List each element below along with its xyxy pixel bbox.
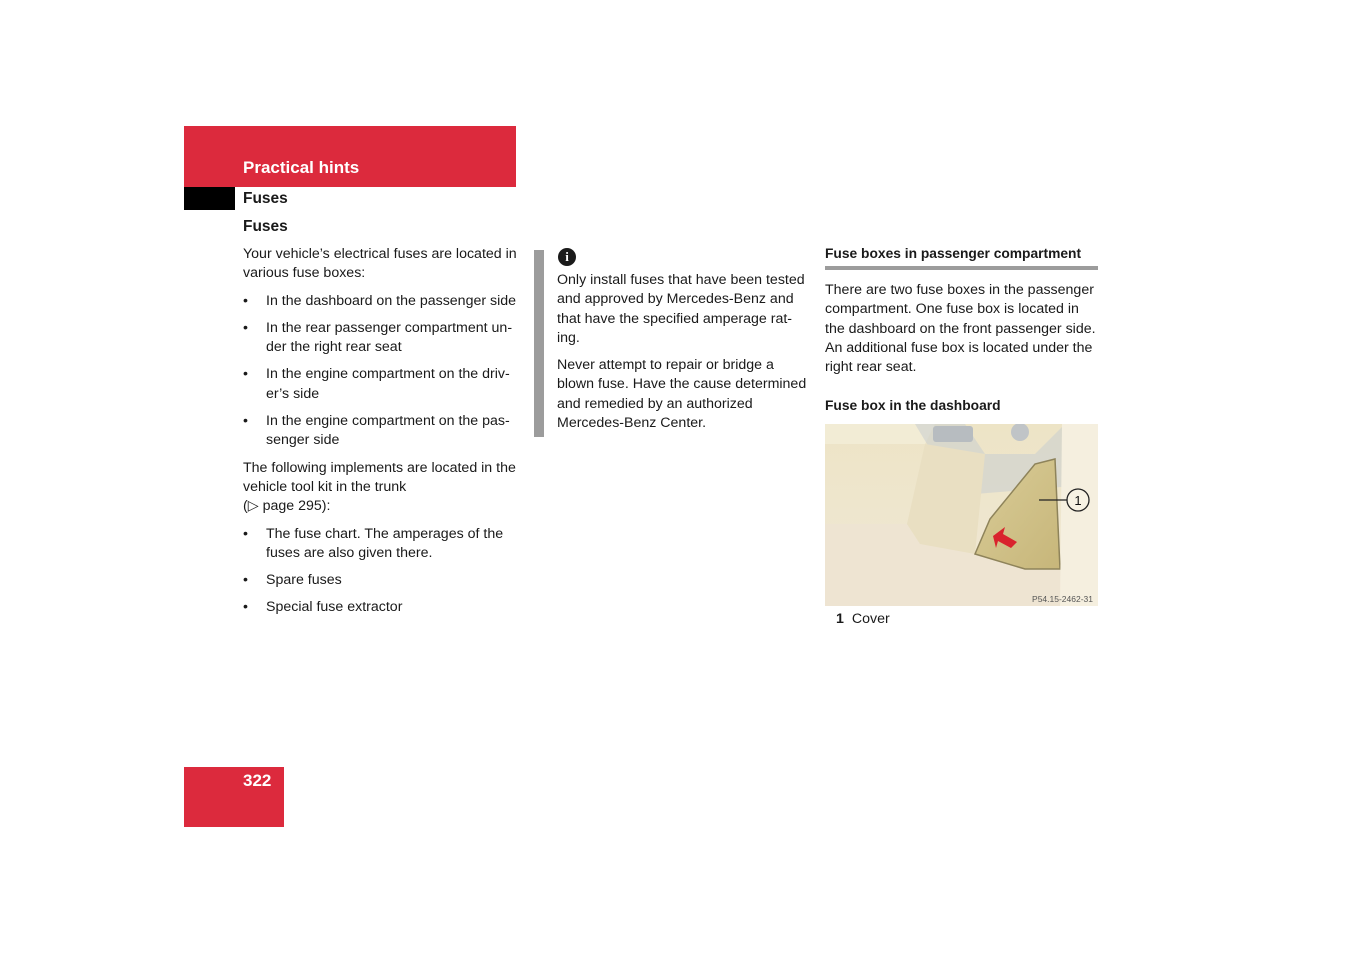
page-number: 322 (243, 771, 272, 790)
list-item: • Spare fuses (243, 571, 519, 590)
info-paragraph: Never attempt to repair or bridge a blown fuse. Have the cause determined and remedied by an authorized Mercedes-Benz Center. (557, 357, 807, 432)
info-icon: i (558, 248, 576, 266)
figure-heading: Fuse box in the dashboard (825, 398, 1001, 413)
info-column (557, 271, 809, 441)
list-item: • Special fuse extractor (243, 598, 519, 617)
callout-number: 1 (1074, 493, 1082, 508)
toolkit-paragraph (243, 459, 519, 517)
fuse-location-list (243, 292, 519, 451)
list-item: • In the engine compartment on the pas-senger side (243, 412, 519, 451)
list-item: • In the dashboard on the passenger side (243, 292, 519, 311)
page-heading: Fuses (243, 218, 288, 235)
list-item: • In the rear passenger compartment un-der the right rear seat (243, 319, 519, 358)
fuse-box-illustration (825, 424, 1098, 606)
page-reference-link[interactable]: (▷ page 295): (243, 498, 331, 515)
door-panel (1060, 424, 1098, 606)
info-sidebar-bar (534, 250, 544, 437)
figure-code: P54.15-2462-31 (1032, 594, 1093, 604)
vent-left (933, 426, 973, 442)
section-title: Practical hints (243, 158, 360, 177)
section-tab-marker (184, 187, 235, 210)
toolkit-list (243, 525, 519, 618)
list-item: • In the engine compartment on the driv-er’s side (243, 365, 519, 404)
toolkit-text: The following implements are located in the vehicle tool kit in the trunk (243, 459, 516, 495)
caption-number: 1 (836, 611, 844, 627)
fuse-boxes-body (825, 281, 1101, 377)
figure-caption (836, 611, 890, 627)
main-column (243, 245, 519, 626)
fuse-boxes-paragraph: There are two fuse boxes in the passenger compartment. One fuse box is located in the dashboard on the front passenger side. An additional fuse box is located under the right rear seat. (825, 282, 1096, 376)
list-item: • The fuse chart. The amperages of the fuses are also given there. (243, 525, 519, 564)
caption-text: Cover (851, 611, 890, 627)
intro-paragraph: Your vehicle’s electrical fuses are located in various fuse boxes: (243, 246, 517, 282)
subsection-title: Fuses (243, 190, 288, 207)
fuse-boxes-heading: Fuse boxes in passenger compartment (825, 246, 1098, 270)
info-paragraph: Only install fuses that have been tested and approved by Mercedes-Benz and that have the specified amperage rat-ing. (557, 272, 805, 346)
